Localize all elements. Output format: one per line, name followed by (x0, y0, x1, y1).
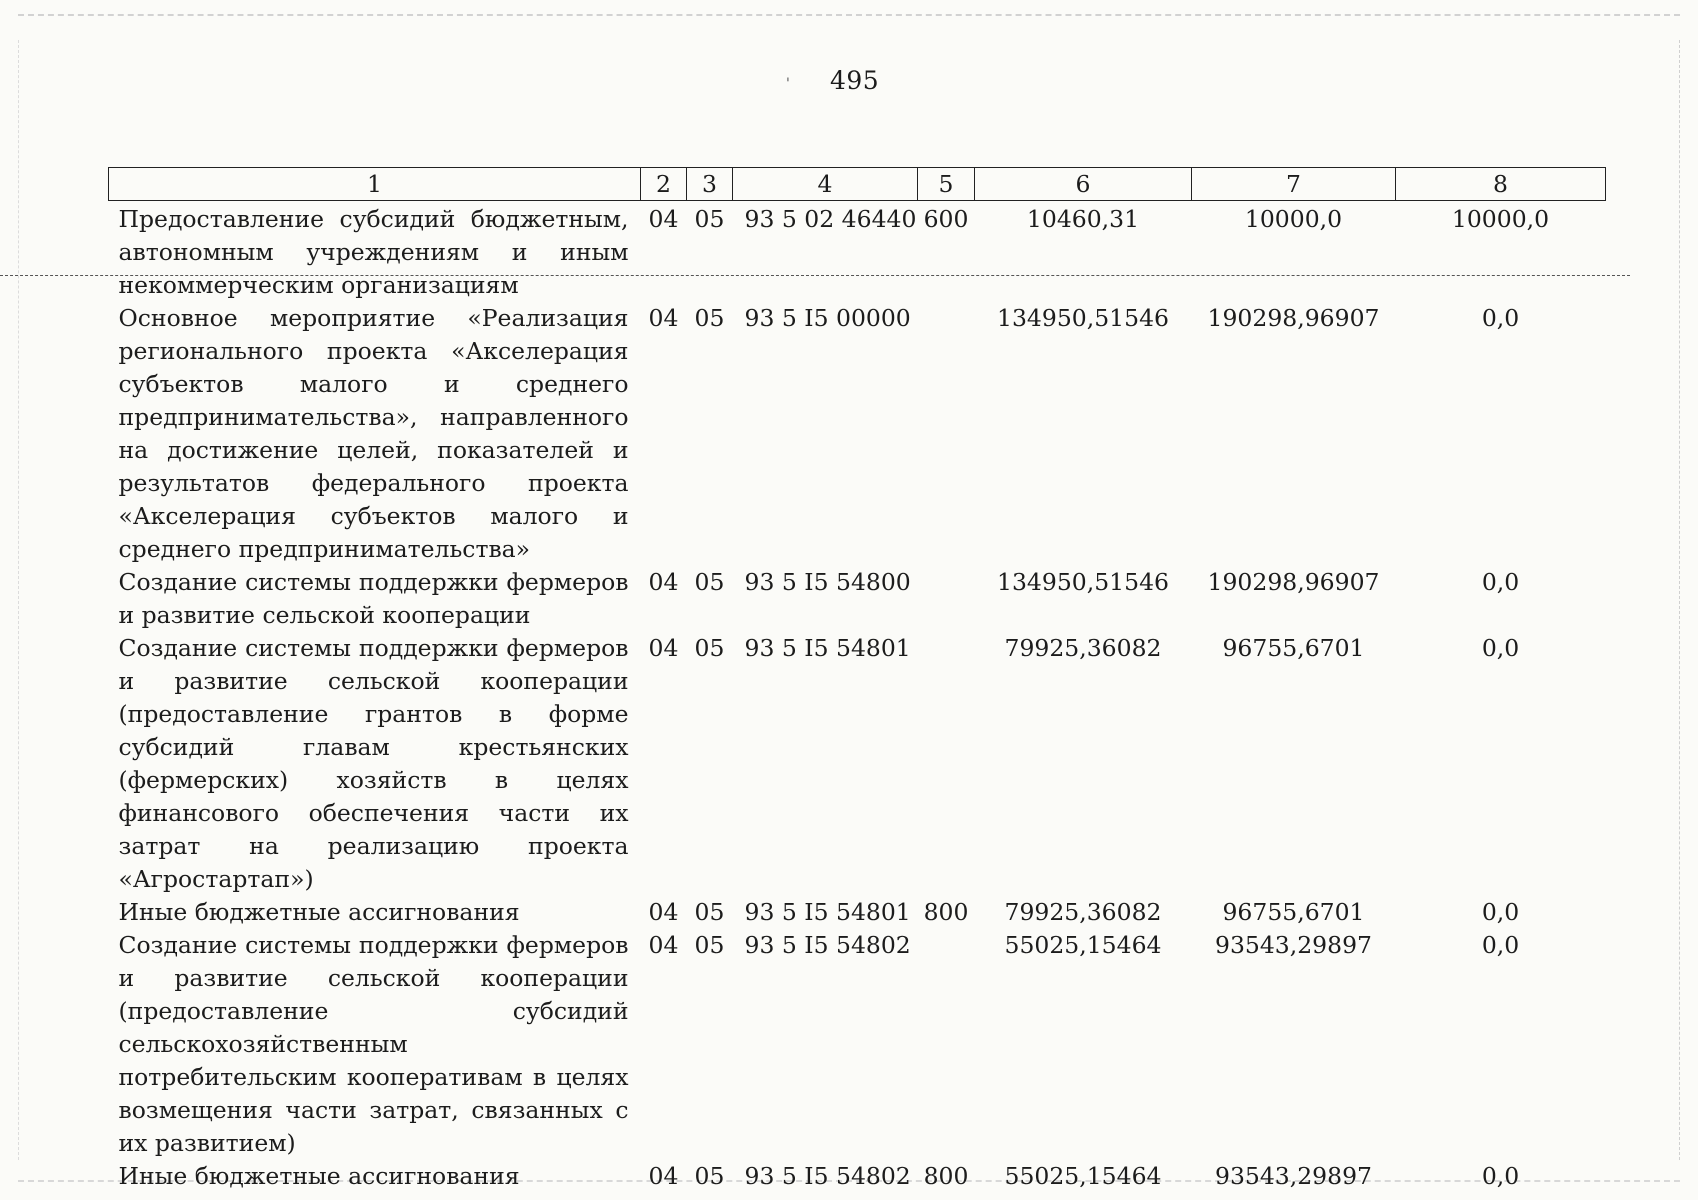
row-amount-col6: 134950,51546 (997, 304, 1169, 332)
row-amount-col6: 134950,51546 (997, 568, 1169, 596)
table-row (109, 896, 1606, 929)
row-expense-type (918, 632, 975, 896)
header-cell: 7 (1192, 168, 1396, 201)
row-amount-col6: 79925,36082 (1004, 634, 1162, 662)
row-amount-col6: 10460,31 (1026, 205, 1140, 233)
page-number: 495 (830, 66, 880, 95)
row-amount-col8: 0,0 (1481, 1162, 1520, 1190)
row-expense-type: 800 (923, 1162, 969, 1190)
row-name: Иные бюджетные ассигнования (118, 898, 520, 926)
row-subsection: 05 (694, 898, 725, 926)
row-amount-col7: 10000,0 (1244, 205, 1343, 233)
row-subsection: 05 (694, 568, 725, 596)
row-subsection: 05 (694, 205, 725, 233)
row-target-code: 93 5 I5 54801 (744, 634, 911, 662)
row-amount-col8: 10000,0 (1451, 205, 1550, 233)
row-subsection: 05 (694, 931, 725, 959)
row-target-code: 93 5 I5 54802 (744, 931, 911, 959)
row-amount-col8: 0,0 (1481, 931, 1520, 959)
row-section: 04 (648, 568, 679, 596)
row-section: 04 (648, 634, 679, 662)
row-amount-col7: 96755,6701 (1222, 898, 1365, 926)
table-row (109, 1160, 1606, 1193)
row-section: 04 (648, 205, 679, 233)
row-name: Создание системы поддержки фермеров и развитие сельской кооперации (предоставление субсидий сельскохозяйственным потребительским кооперативам в целях возмещения части затрат, связанных с их развитием) (118, 931, 629, 1157)
row-subsection: 05 (694, 304, 725, 332)
row-section: 04 (648, 304, 679, 332)
row-name: Предоставление субсидий бюджетным, автономным учреждениям и иным некоммерческим организациям (118, 205, 629, 299)
row-section: 04 (648, 898, 679, 926)
row-section: 04 (648, 931, 679, 959)
scan-edge-right (1679, 40, 1680, 1160)
row-amount-col7: 190298,96907 (1207, 568, 1380, 596)
row-subsection: 05 (694, 1162, 725, 1190)
table-row (109, 566, 1606, 632)
row-amount-col8: 0,0 (1481, 634, 1520, 662)
header-cell: 4 (733, 168, 918, 201)
table-row (109, 929, 1606, 1160)
row-amount-col8: 0,0 (1481, 898, 1520, 926)
row-amount-col7: 190298,96907 (1207, 304, 1380, 332)
row-expense-type: 800 (923, 898, 969, 926)
row-amount-col7: 96755,6701 (1222, 634, 1365, 662)
row-amount-col6: 55025,15464 (1004, 1162, 1162, 1190)
scan-speck: ' (786, 76, 790, 92)
header-cell: 1 (109, 168, 641, 201)
header-cell: 2 (641, 168, 687, 201)
row-amount-col8: 0,0 (1481, 568, 1520, 596)
row-target-code: 93 5 I5 54801 (744, 898, 911, 926)
row-name: Основное мероприятие «Реализация регионального проекта «Акселерация субъектов малого и среднего предпринимательства», направленного на достижение целей, показателей и результатов федерального проекта «Акселерация субъектов малого и среднего предпринимательства» (118, 304, 629, 563)
row-amount-col6: 55025,15464 (1004, 931, 1162, 959)
budget-table (108, 167, 1606, 1193)
row-amount-col6: 79925,36082 (1004, 898, 1162, 926)
table-row (109, 302, 1606, 566)
row-expense-type (918, 566, 975, 632)
row-expense-type: 600 (923, 205, 969, 233)
row-name: Создание системы поддержки фермеров и развитие сельской кооперации (118, 568, 629, 629)
header-cell: 5 (918, 168, 975, 201)
header-row (109, 168, 1606, 201)
row-amount-col7: 93543,29897 (1215, 1162, 1372, 1190)
row-amount-col8: 0,0 (1481, 304, 1520, 332)
header-cell: 6 (975, 168, 1192, 201)
scan-edge-top (18, 14, 1680, 16)
table-row (109, 632, 1606, 896)
table-row (109, 201, 1606, 303)
scan-edge-left (18, 40, 19, 1160)
row-expense-type (918, 929, 975, 1160)
row-amount-col7: 93543,29897 (1215, 931, 1372, 959)
row-target-code: 93 5 02 46440 (744, 205, 917, 233)
row-target-code: 93 5 I5 00000 (744, 304, 911, 332)
row-section: 04 (648, 1162, 679, 1190)
row-name: Создание системы поддержки фермеров и развитие сельской кооперации (предоставление грантов в форме субсидий главам крестьянских (фермерских) хозяйств в целях финансового обеспечения части их затрат на реализацию проекта «Агростартап») (118, 634, 629, 893)
row-target-code: 93 5 I5 54802 (744, 1162, 911, 1190)
row-name: Иные бюджетные ассигнования (118, 1162, 520, 1190)
row-subsection: 05 (694, 634, 725, 662)
row-target-code: 93 5 I5 54800 (744, 568, 911, 596)
header-cell: 8 (1396, 168, 1606, 201)
header-cell: 3 (687, 168, 733, 201)
row-expense-type (918, 302, 975, 566)
